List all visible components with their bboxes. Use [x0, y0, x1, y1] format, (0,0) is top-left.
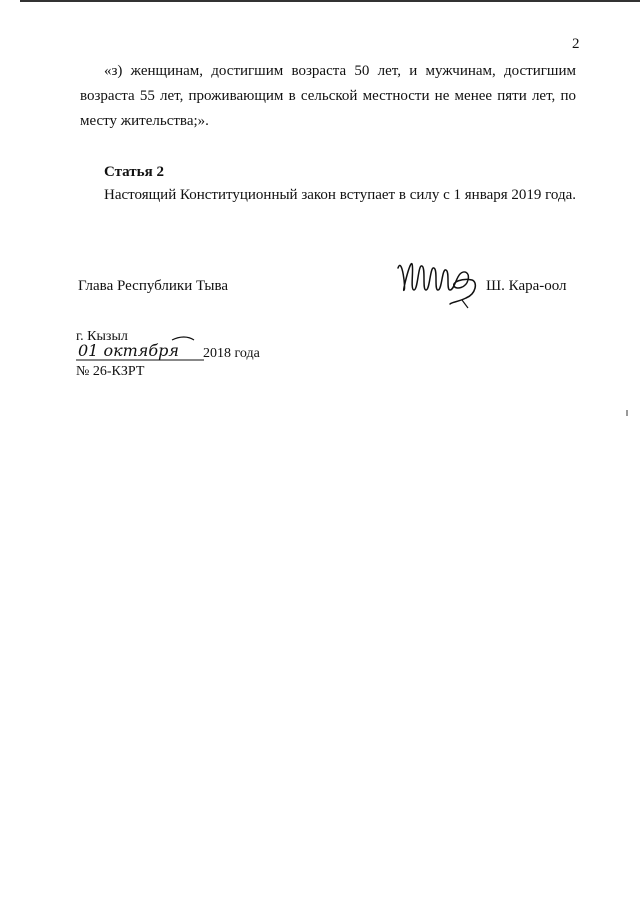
article-title: Статья 2	[104, 164, 164, 180]
scan-top-edge	[0, 0, 640, 4]
handwritten-date	[76, 334, 210, 364]
city: г. Кызыл	[76, 329, 128, 344]
signature-icon	[392, 250, 484, 312]
article-text: Настоящий Конституционный закон вступает в силу с 1 января 2019 года.	[104, 187, 577, 203]
date-year: 2018 года	[203, 346, 260, 361]
scan-mark	[626, 410, 628, 416]
handwritten-date-text: 01 октября	[78, 341, 179, 360]
signatory-name: Ш. Кара-оол	[486, 278, 567, 294]
document-number: № 26-КЗРТ	[76, 364, 145, 379]
page-number: 2	[572, 36, 580, 52]
paragraph-z: «з) женщинам, достигшим возраста 50 лет, и мужчинам, достигшим возраста 55 лет, проживающим в сельской местности не менее пяти лет, по месту жительства;».	[80, 63, 576, 129]
signatory-position: Глава Республики Тыва	[78, 278, 229, 294]
